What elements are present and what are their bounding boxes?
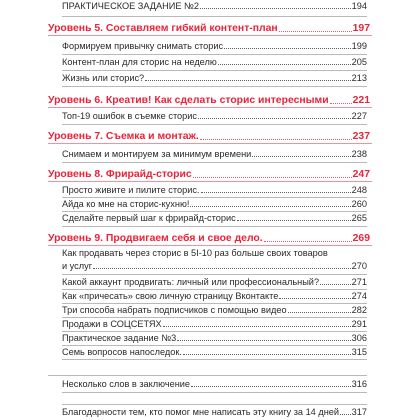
dot-leader: [163, 326, 351, 327]
toc-entry-title: Продажи в СОЦСЕТЯХ: [62, 319, 162, 329]
toc-level-title: Уровень 7. Съемка и монтаж.: [48, 131, 199, 142]
toc-entry[interactable]: [62, 72, 367, 83]
toc-entry[interactable]: [62, 304, 367, 315]
dot-leader: [218, 64, 351, 65]
toc-level-8[interactable]: [48, 166, 370, 180]
toc-entry[interactable]: [62, 318, 367, 329]
toc-entry-page: 316: [351, 379, 367, 389]
dot-leader: [330, 103, 352, 104]
divider: [48, 107, 372, 108]
toc-entry-page: 274: [351, 291, 367, 301]
toc-level-5[interactable]: [48, 20, 370, 34]
toc-level-page: 237: [352, 131, 370, 142]
divider: [62, 70, 367, 71]
toc-level-page: 247: [352, 169, 370, 180]
divider: [48, 143, 372, 144]
toc-entry-acknowledgements[interactable]: [62, 406, 367, 417]
divider: [62, 16, 367, 17]
divider: [48, 245, 372, 246]
divider: [62, 274, 367, 275]
toc-entry-page: 282: [351, 305, 367, 315]
toc-entry-title: Благодарности тем, кто помог мне написать эту книгу за 14 дней: [62, 407, 340, 417]
divider: [62, 404, 367, 405]
toc-entry[interactable]: [62, 110, 367, 121]
divider: [62, 226, 367, 227]
divider: [62, 54, 367, 55]
toc-level-title: Уровень 9. Продвигаем себя и свое дело.: [48, 233, 263, 244]
dot-leader: [93, 268, 351, 269]
dot-leader: [224, 48, 351, 49]
toc-entry[interactable]: [62, 290, 367, 301]
toc-level-title: Уровень 5. Составляем гибкий контент-план: [48, 23, 278, 34]
toc-entry[interactable]: [62, 276, 367, 287]
toc-entry-title: Какой аккаунт продвигать: личный или профессиональный?: [62, 277, 320, 287]
toc-entry[interactable]: [62, 184, 367, 195]
toc-level-6[interactable]: [48, 92, 370, 106]
toc-entry-page: 317: [351, 407, 367, 417]
divider: [48, 375, 367, 376]
dot-leader: [200, 8, 351, 9]
toc-entry-title: Снимаем и монтируем за минимум времени: [62, 149, 252, 159]
dot-leader: [320, 284, 351, 285]
toc-entry-title: Контент-план для сторис на неделю: [62, 57, 217, 67]
toc-entry-page: 248: [351, 185, 367, 195]
toc-entry-title: Как «причесать» свою личную страницу Вконтакте: [62, 291, 279, 301]
toc-entry[interactable]: [62, 56, 367, 67]
toc-entry-title: Формируем привычку снимать сторис: [62, 41, 224, 51]
dot-leader: [237, 220, 351, 221]
divider: [62, 86, 367, 87]
divider: [48, 35, 372, 36]
toc-level-page: 197: [352, 23, 370, 34]
dot-leader: [193, 177, 352, 178]
toc-entry-page: 260: [351, 199, 367, 209]
toc-level-title: Уровень 8. Фрирайд-сторис: [48, 169, 192, 180]
toc-entry[interactable]: [62, 212, 367, 223]
dot-leader: [340, 414, 351, 415]
toc-entry-page: 306: [351, 333, 367, 343]
toc-level-page: 269: [352, 233, 370, 244]
dot-leader: [279, 298, 350, 299]
toc-level-7[interactable]: [48, 128, 370, 142]
toc-entry-page: 199: [351, 41, 367, 51]
toc-entry-page: 205: [351, 57, 367, 67]
dot-leader: [198, 118, 351, 119]
toc-entry[interactable]: [62, 332, 367, 343]
toc-entry-page: 265: [351, 213, 367, 223]
divider: [62, 359, 367, 360]
toc-entry[interactable]: [62, 346, 367, 357]
toc-entry-multiline-first[interactable]: Как продавать через сторис в 5I-10 раз больше своих товаров: [62, 248, 328, 258]
toc-level-title: Уровень 6. Креатив! Как сделать сторис интересными: [48, 95, 329, 106]
toc-entry-title: Семь вопросов напоследок.: [62, 347, 182, 357]
divider: [62, 392, 367, 393]
toc-entry-conclusion[interactable]: [62, 378, 367, 389]
dot-leader: [252, 156, 350, 157]
toc-entry-title: Топ-19 ошибок в съемке сторис: [62, 111, 197, 121]
toc-entry-title: и услуг: [62, 261, 93, 271]
toc-entry-title: Сделайте первый шаг к фрирайд-сторис: [62, 213, 236, 223]
toc-entry-title: Три способа набрать подписчиков с помощью видео: [62, 305, 287, 315]
dot-leader: [190, 206, 350, 207]
divider: [62, 162, 367, 163]
toc-entry-page: 238: [351, 149, 367, 159]
dot-leader: [200, 139, 352, 140]
dot-leader: [191, 386, 351, 387]
toc-entry[interactable]: [62, 198, 367, 209]
toc-entry-page: 227: [351, 111, 367, 121]
divider: [62, 124, 367, 125]
toc-entry-multiline[interactable]: [62, 260, 367, 271]
toc-entry-title: Практическое задание №3: [62, 333, 177, 343]
toc-entry-title: Просто живите и пилите сторис.: [62, 185, 200, 195]
toc-entry-page: 194: [351, 1, 367, 11]
toc-entry-practical-2[interactable]: [62, 0, 367, 11]
toc-level-9[interactable]: [48, 230, 370, 244]
toc-entry-title: Несколько слов в заключение: [62, 379, 191, 389]
toc-entry-page: 213: [351, 73, 367, 83]
dot-leader: [183, 354, 351, 355]
dot-leader: [264, 241, 352, 242]
divider: [48, 181, 372, 182]
dot-leader: [201, 192, 351, 193]
toc-entry[interactable]: [62, 148, 367, 159]
toc-entry-page: 270: [351, 261, 367, 271]
toc-entry-title: Айда ко мне на сторис-кухню!: [62, 199, 190, 209]
dot-leader: [177, 340, 350, 341]
toc-entry-page: 271: [351, 277, 367, 287]
toc-entry-page: 315: [351, 347, 367, 357]
toc-entry-title: ПРАКТИЧЕСКОЕ ЗАДАНИЕ №2: [62, 1, 199, 11]
dot-leader: [288, 312, 351, 313]
toc-level-page: 221: [352, 95, 370, 106]
toc-entry[interactable]: [62, 40, 367, 51]
dot-leader: [279, 31, 352, 32]
toc-entry-title: Жизнь или сторис?: [62, 73, 145, 83]
dot-leader: [145, 80, 350, 81]
toc-entry-page: 291: [351, 319, 367, 329]
